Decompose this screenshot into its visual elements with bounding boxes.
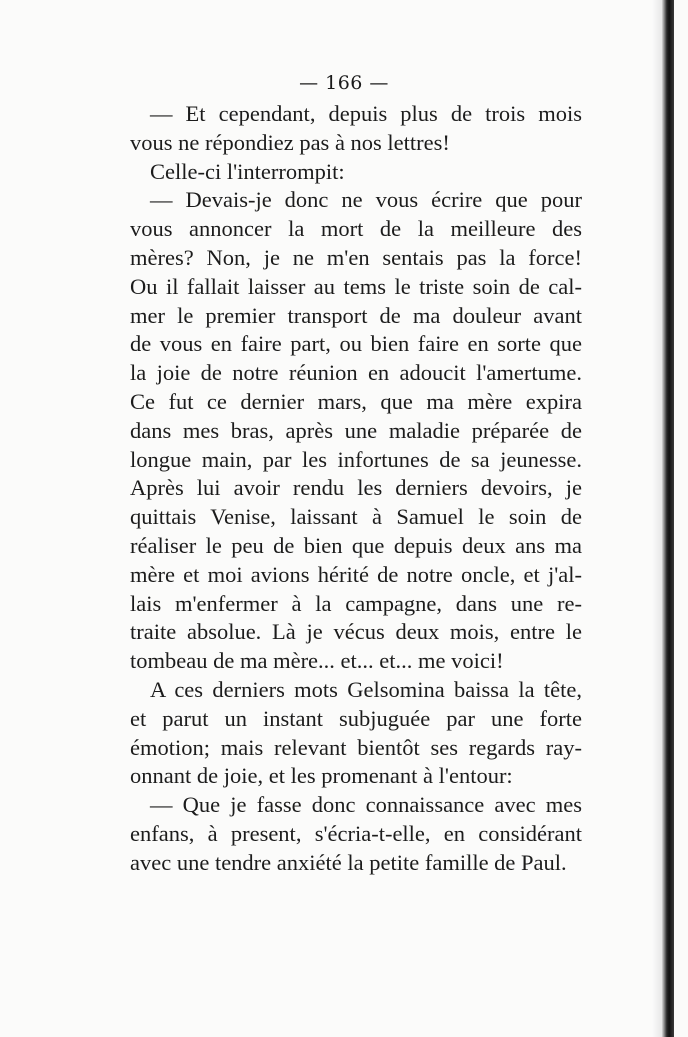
text-line: vous ne répondiez pas à nos lettres! bbox=[130, 129, 450, 155]
text-line: enfans, à present, s'écria-t-elle, en considérant bbox=[130, 820, 582, 846]
text-line: quittais Venise, laissant à Samuel le soin de bbox=[130, 504, 582, 530]
text-line: lais m'enfermer à la campagne, dans une re- bbox=[130, 590, 582, 616]
text-line: émotion; mais relevant bientôt ses regards ray- bbox=[130, 734, 582, 760]
text-line: tombeau de ma mère... et... et... me voici! bbox=[130, 648, 504, 674]
text-line: avec une tendre anxiété la petite famille de Paul. bbox=[130, 849, 567, 875]
text-line: — Que je fasse donc connaissance avec mes bbox=[150, 792, 582, 818]
text-line: Ce fut ce dernier mars, que ma mère expira bbox=[130, 388, 582, 414]
text-line: — Et cependant, depuis plus de trois mois bbox=[150, 101, 582, 126]
text-line: mer le premier transport de ma douleur avant bbox=[130, 302, 582, 328]
text-line: longue main, par les infortunes de sa jeunesse. bbox=[130, 446, 582, 472]
text-line: mère et moi avions hérité de notre oncle, et j'al- bbox=[130, 561, 582, 587]
binding-edge bbox=[662, 0, 674, 1037]
text-line: vous annoncer la mort de la meilleure des bbox=[130, 216, 582, 242]
text-line: A ces derniers mots Gelsomina baissa la tête, bbox=[150, 676, 582, 702]
text-line: Après lui avoir rendu les derniers devoirs, je bbox=[130, 475, 582, 501]
binding-shadow bbox=[652, 0, 662, 1037]
text-line: Ou il fallait laisser au tems le triste soin de cal- bbox=[130, 273, 582, 299]
text-line: dans mes bras, après une maladie préparée de bbox=[130, 417, 582, 443]
text-line: Celle-ci l'interrompit: bbox=[150, 158, 345, 184]
text-line: réaliser le peu de bien que depuis deux ans ma bbox=[130, 532, 582, 558]
text-line: mères? Non, je ne m'en sentais pas la force! bbox=[130, 244, 582, 270]
text-line: de vous en faire part, ou bien faire en sorte que bbox=[130, 331, 582, 357]
text-line: et parut un instant subjuguée par une forte bbox=[130, 705, 582, 731]
body-text bbox=[130, 100, 582, 878]
text-line: la joie de notre réunion en adoucit l'amertume. bbox=[130, 360, 582, 386]
text-line: traite absolue. Là je vécus deux mois, entre le bbox=[130, 619, 582, 645]
text-line: onnant de joie, et les promenant à l'entour: bbox=[130, 763, 513, 789]
page-number: — 166 — bbox=[299, 72, 389, 94]
text-line: — Devais-je donc ne vous écrire que pour bbox=[150, 187, 582, 213]
